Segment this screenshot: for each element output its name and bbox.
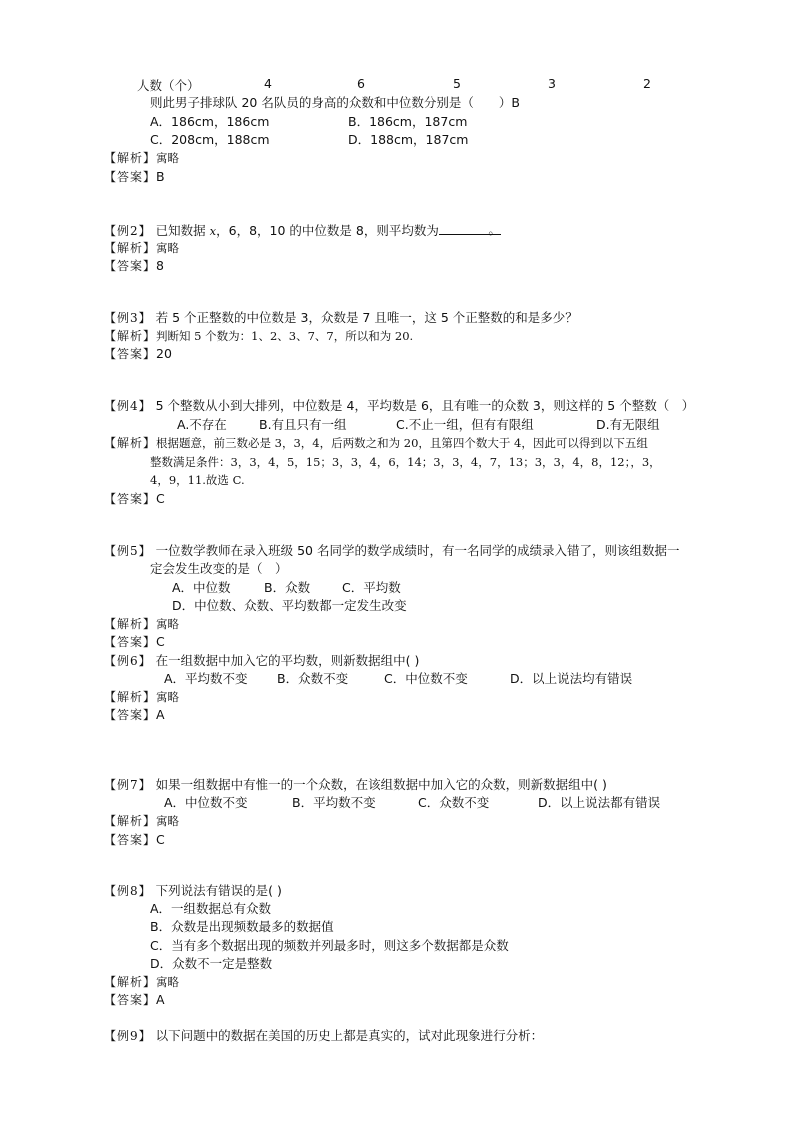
analysis-text: 寓略 — [156, 690, 180, 704]
answer-text: 8 — [156, 258, 164, 273]
stem-text: 已知数据 — [155, 223, 206, 238]
answer-text: C — [156, 634, 165, 649]
option-b: B．众数是出现频数最多的数据值 — [150, 919, 334, 934]
answer-row — [104, 490, 165, 508]
analysis-row — [104, 615, 179, 633]
table-cell: 4 — [264, 76, 272, 91]
answer-tag: 【答案】 — [104, 833, 157, 847]
answer-tag: 【答案】 — [104, 170, 157, 184]
example-3-stem — [104, 309, 578, 327]
analysis-text: 4，9，11.故选 C. — [150, 473, 245, 487]
example-tag: 【例9】 — [104, 1029, 152, 1043]
option-b: B．众数 — [264, 580, 311, 595]
option-d: D．众数不一定是整数 — [150, 956, 273, 971]
example-tag: 【例4】 — [104, 399, 152, 413]
stem-text: 如果一组数据中有惟一的一个众数，在该组数据中加入它的众数，则新数据组中( ) — [155, 777, 607, 792]
answer-tag: 【答案】 — [104, 993, 157, 1007]
analysis-row — [104, 434, 648, 452]
analysis-text: 根据题意，前三数必是 3，3，4，后两数之和为 20，且第四个数大于 4，因此可以得到以下五组 — [156, 436, 648, 450]
option-c: C．中位数不变 — [384, 671, 468, 686]
option-c: C．当有多个数据出现的频数并列最多时，则这多个数据都是众数 — [150, 938, 509, 953]
example-5-stem — [104, 542, 679, 560]
answer-blank: 。 — [439, 221, 501, 235]
variable-x: x — [209, 224, 217, 238]
option-c: C．208cm，188cm — [150, 132, 270, 147]
analysis-tag: 【解析】 — [104, 436, 157, 450]
analysis-tag: 【解析】 — [104, 151, 157, 165]
example-2-stem — [104, 221, 501, 240]
analysis-tag: 【解析】 — [104, 690, 157, 704]
answer-row — [104, 257, 164, 275]
table-row-label: 人数（个） — [137, 78, 200, 93]
answer-text: C — [156, 491, 165, 506]
analysis-text: 寓略 — [156, 814, 180, 828]
analysis-tag: 【解析】 — [104, 241, 157, 255]
option-a: A．中位数不变 — [164, 795, 248, 810]
example-tag: 【例5】 — [104, 544, 152, 558]
stem-text: 以下问题中的数据在美国的历史上都是真实的，试对此现象进行分析： — [155, 1028, 544, 1043]
analysis-row — [104, 239, 179, 257]
stem-text: 若 5 个正整数的中位数是 3，众数是 7 且唯一，这 5 个正整数的和是多少？ — [155, 310, 578, 325]
option-b: B．186cm，187cm — [348, 114, 468, 129]
example-tag: 【例3】 — [104, 311, 152, 325]
option-b: B．平均数不变 — [292, 795, 376, 810]
answer-text: C — [156, 832, 165, 847]
analysis-tag: 【解析】 — [104, 617, 157, 631]
analysis-tag: 【解析】 — [104, 975, 157, 989]
option-c: C．平均数 — [342, 580, 401, 595]
analysis-text: 寓略 — [156, 975, 180, 989]
stem-text: 下列说法有错误的是( ) — [155, 883, 282, 898]
answer-row — [104, 991, 165, 1009]
analysis-text: 寓略 — [156, 151, 180, 165]
option-d: D．中位数、众数、平均数都一定发生改变 — [172, 598, 407, 613]
stem-text: 5 个整数从小到大排列，中位数是 4，平均数是 6，且有唯一的众数 3，则这样的 5 个整数（ ） — [155, 398, 695, 413]
analysis-row — [104, 149, 179, 167]
table-cell: 5 — [453, 76, 461, 91]
analysis-tag: 【解析】 — [104, 814, 157, 828]
answer-text: A — [156, 992, 165, 1007]
example-tag: 【例2】 — [104, 224, 152, 238]
answer-tag: 【答案】 — [104, 492, 157, 506]
option-d: D．以上说法均有错误 — [510, 671, 633, 686]
answer-text: B — [156, 169, 165, 184]
example-9-stem — [104, 1027, 543, 1045]
example-8-stem — [104, 882, 282, 900]
option-d: D．188cm，187cm — [348, 132, 469, 147]
option-b: B．众数不变 — [277, 671, 349, 686]
stem-text: ，6，8，10 的中位数是 8，则平均数为 — [216, 223, 439, 238]
answer-text: A — [156, 707, 165, 722]
option-d: D．以上说法都有错误 — [538, 795, 661, 810]
table-cell: 2 — [643, 76, 651, 91]
option-d: D.有无限组 — [596, 417, 660, 432]
answer-tag: 【答案】 — [104, 347, 157, 361]
table-cell: 6 — [357, 76, 365, 91]
option-a: A．186cm，186cm — [150, 114, 270, 129]
stem-text: 定会发生改变的是（ ） — [150, 561, 288, 576]
answer-row — [104, 345, 172, 363]
example-7-stem — [104, 776, 607, 794]
table-cell: 3 — [548, 76, 556, 91]
analysis-row — [104, 688, 179, 706]
answer-tag: 【答案】 — [104, 708, 157, 722]
analysis-text: 寓略 — [156, 617, 180, 631]
answer-tag: 【答案】 — [104, 635, 157, 649]
answer-row — [104, 706, 165, 724]
analysis-text: 寓略 — [156, 241, 180, 255]
example-tag: 【例7】 — [104, 778, 152, 792]
option-c: C．众数不变 — [418, 795, 490, 810]
answer-row — [104, 831, 165, 849]
option-b: B.有且只有一组 — [259, 417, 347, 432]
option-a: A．一组数据总有众数 — [150, 901, 272, 916]
answer-row — [104, 633, 165, 651]
analysis-row — [104, 327, 413, 345]
example-6-stem — [104, 652, 419, 670]
answer-text: 20 — [156, 346, 172, 361]
analysis-tag: 【解析】 — [104, 329, 157, 343]
answer-tag: 【答案】 — [104, 259, 157, 273]
answer-row — [104, 168, 165, 186]
question-stem: 则此男子排球队 20 名队员的身高的众数和中位数分别是（ ）B — [150, 95, 520, 110]
analysis-text: 整数满足条件：3，3，4，5，15；3，3，4，6，14；3，3，4，7，13；3，3，4，8，12；，3， — [150, 455, 661, 469]
analysis-text: 判断知 5 个数为：1、2、3、7、7，所以和为 20. — [156, 329, 414, 343]
option-c: C.不止一组，但有有限组 — [396, 417, 534, 432]
analysis-row — [104, 812, 179, 830]
stem-text: 在一组数据中加入它的平均数，则新数据组中( ) — [155, 653, 420, 668]
option-a: A．平均数不变 — [164, 671, 248, 686]
stem-text: 一位数学教师在录入班级 50 名同学的数学成绩时，有一名同学的成绩录入错了，则该组数据一 — [155, 543, 680, 558]
example-tag: 【例8】 — [104, 884, 152, 898]
example-tag: 【例6】 — [104, 654, 152, 668]
option-a: A．中位数 — [172, 580, 231, 595]
analysis-row — [104, 973, 179, 991]
example-4-stem — [104, 397, 694, 415]
option-a: A.不存在 — [177, 417, 227, 432]
